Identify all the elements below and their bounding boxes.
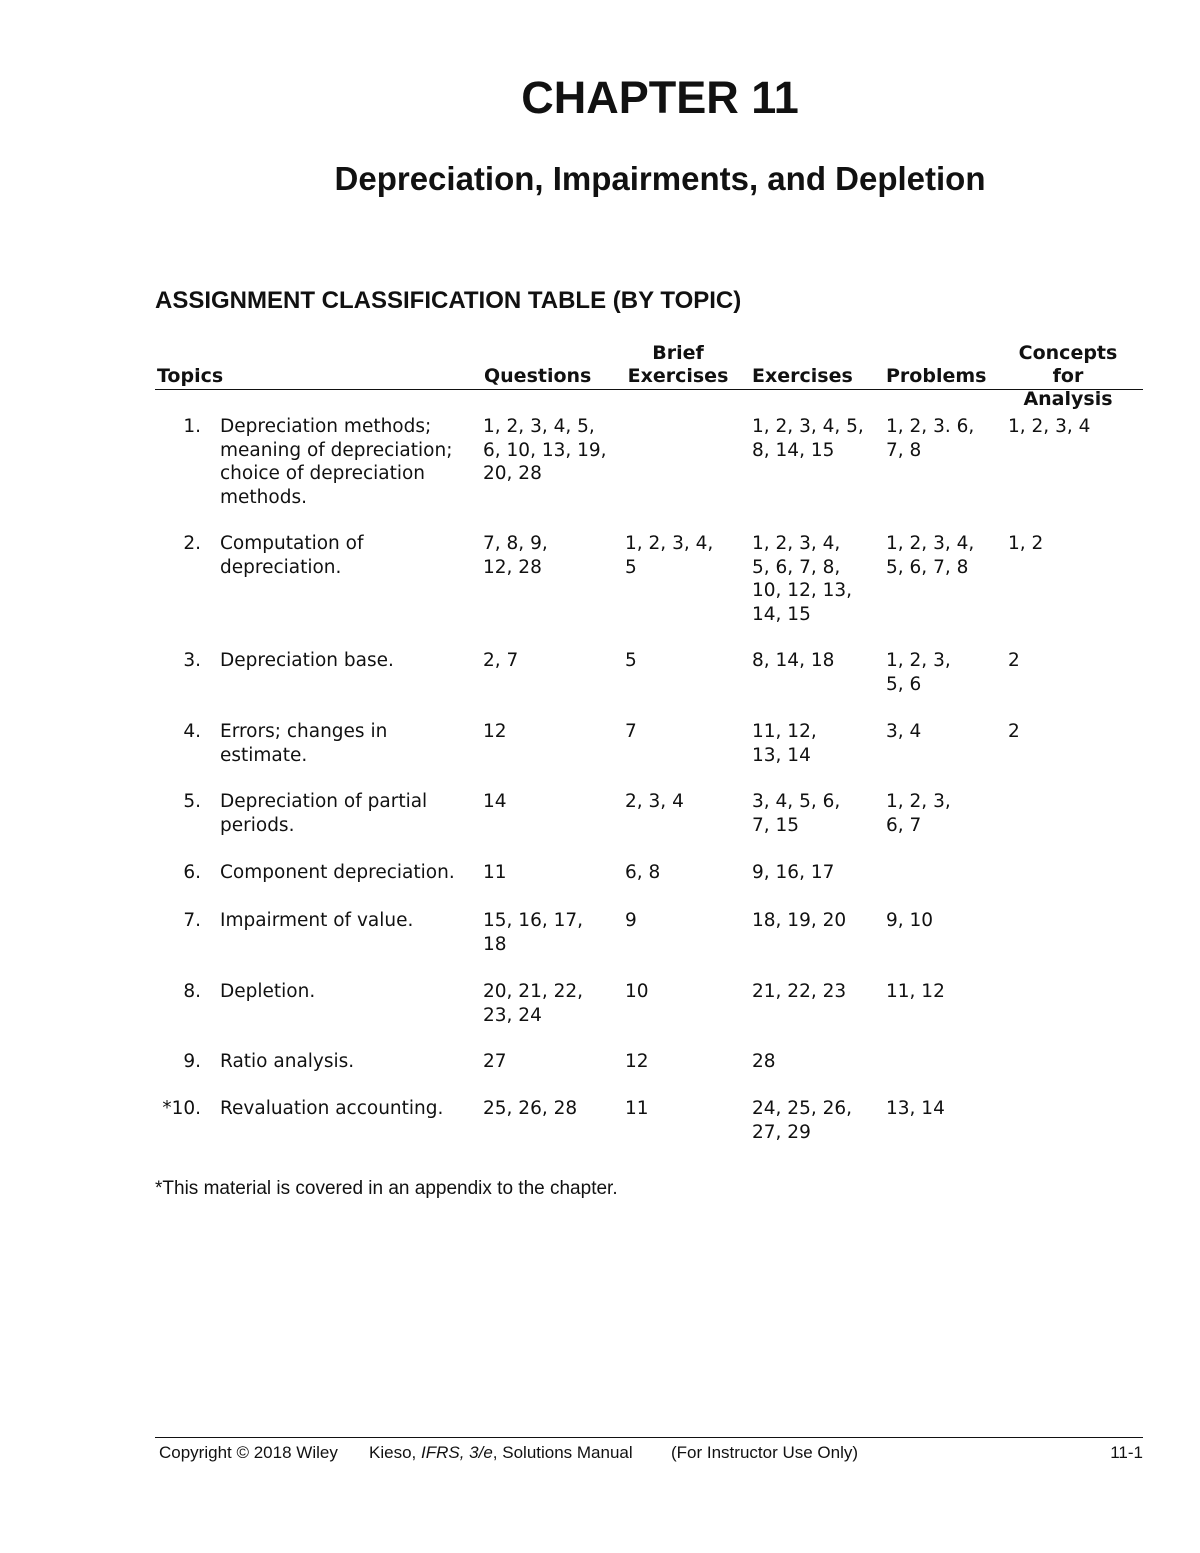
problems-cell: 11, 12 <box>886 981 945 1002</box>
problems-cell: 1, 2, 3, 6, 7 <box>886 791 951 836</box>
problems-cell: 1, 2, 3, 5, 6 <box>886 650 951 695</box>
col-header-questions: Questions <box>484 365 592 387</box>
problems-cell: 13, 14 <box>886 1098 945 1119</box>
footer-copyright: Copyright © 2018 Wiley <box>159 1443 338 1462</box>
topic-cell: Ratio analysis. <box>220 1051 355 1072</box>
col-header-concepts-line2: for Analysis <box>1023 365 1113 410</box>
topic-cell: Depreciation base. <box>220 650 394 671</box>
footer-book-author: Kieso, <box>369 1443 421 1462</box>
topic-cell: Depreciation of partial periods. <box>220 791 428 836</box>
exercises-cell: 8, 14, 18 <box>752 650 835 671</box>
exercises-cell: 18, 19, 20 <box>752 910 847 931</box>
row-number: 2. <box>183 533 201 554</box>
problems-cell: 1, 2, 3. 6, 7, 8 <box>886 416 975 461</box>
col-header-brief-line2: Exercises <box>627 365 729 387</box>
exercises-cell: 3, 4, 5, 6, 7, 15 <box>752 791 841 836</box>
col-header-brief-line1: Brief <box>652 342 704 364</box>
row-number: 1. <box>183 416 201 437</box>
exercises-cell: 28 <box>752 1051 776 1072</box>
col-header-topics: Topics <box>157 365 224 387</box>
questions-cell: 20, 21, 22, 23, 24 <box>483 981 584 1026</box>
row-number: *10. <box>162 1098 201 1119</box>
topic-cell: Revaluation accounting. <box>220 1098 444 1119</box>
concepts-cell: 2 <box>1008 721 1020 742</box>
brief-exercises-cell: 9 <box>625 910 637 931</box>
problems-cell: 9, 10 <box>886 910 934 931</box>
row-number: 6. <box>183 862 201 883</box>
exercises-cell: 24, 25, 26, 27, 29 <box>752 1098 853 1143</box>
brief-exercises-cell: 1, 2, 3, 4, 5 <box>625 533 714 578</box>
row-number: 3. <box>183 650 201 671</box>
brief-exercises-cell: 10 <box>625 981 649 1002</box>
row-number: 8. <box>183 981 201 1002</box>
topic-cell: Errors; changes in estimate. <box>220 721 388 766</box>
brief-exercises-cell: 5 <box>625 650 637 671</box>
exercises-cell: 21, 22, 23 <box>752 981 847 1002</box>
brief-exercises-cell: 11 <box>625 1098 649 1119</box>
exercises-cell: 1, 2, 3, 4, 5, 6, 7, 8, 10, 12, 13, 14, 15 <box>752 533 853 625</box>
row-number: 9. <box>183 1051 201 1072</box>
footer-book-rest: , Solutions Manual <box>492 1443 633 1462</box>
row-number: 5. <box>183 791 201 812</box>
concepts-cell: 1, 2, 3, 4 <box>1008 416 1091 437</box>
page-number: 11-1 <box>1110 1443 1143 1462</box>
questions-cell: 7, 8, 9, 12, 28 <box>483 533 548 578</box>
topic-cell: Depreciation methods; meaning of depreciation; choice of depreciation methods. <box>220 416 453 508</box>
questions-cell: 14 <box>483 791 507 812</box>
footer-divider <box>155 1437 1143 1438</box>
topic-cell: Computation of depreciation. <box>220 533 364 578</box>
brief-exercises-cell: 2, 3, 4 <box>625 791 684 812</box>
concepts-cell: 1, 2 <box>1008 533 1044 554</box>
footer-book-title: IFRS, 3/e <box>420 1443 493 1462</box>
row-number: 7. <box>183 910 201 931</box>
exercises-cell: 1, 2, 3, 4, 5, 8, 14, 15 <box>752 416 864 461</box>
col-header-exercises: Exercises <box>752 365 853 387</box>
exercises-cell: 11, 12, 13, 14 <box>752 721 817 766</box>
header-divider <box>155 389 1143 390</box>
row-number: 4. <box>183 721 201 742</box>
col-header-concepts-line1: Concepts <box>1018 342 1118 364</box>
questions-cell: 27 <box>483 1051 507 1072</box>
brief-exercises-cell: 7 <box>625 721 637 742</box>
topic-cell: Impairment of value. <box>220 910 414 931</box>
concepts-cell: 2 <box>1008 650 1020 671</box>
questions-cell: 2, 7 <box>483 650 519 671</box>
questions-cell: 11 <box>483 862 507 883</box>
col-header-brief-exercises <box>622 342 734 388</box>
questions-cell: 25, 26, 28 <box>483 1098 578 1119</box>
topic-cell: Depletion. <box>220 981 316 1002</box>
brief-exercises-cell: 6, 8 <box>625 862 661 883</box>
section-heading: ASSIGNMENT CLASSIFICATION TABLE (BY TOPIC) <box>155 287 742 314</box>
col-header-problems: Problems <box>886 365 987 387</box>
questions-cell: 15, 16, 17, 18 <box>483 910 584 955</box>
footnote: *This material is covered in an appendix to the chapter. <box>155 1178 618 1199</box>
topic-cell: Component depreciation. <box>220 862 455 883</box>
footer-instructor-note: (For Instructor Use Only) <box>671 1443 859 1462</box>
problems-cell: 1, 2, 3, 4, 5, 6, 7, 8 <box>886 533 975 578</box>
col-header-concepts <box>1006 342 1130 411</box>
chapter-title: CHAPTER 11 <box>521 72 799 123</box>
problems-cell: 3, 4 <box>886 721 922 742</box>
chapter-subtitle: Depreciation, Impairments, and Depletion <box>334 160 986 197</box>
brief-exercises-cell: 12 <box>625 1051 649 1072</box>
exercises-cell: 9, 16, 17 <box>752 862 835 883</box>
questions-cell: 1, 2, 3, 4, 5, 6, 10, 13, 19, 20, 28 <box>483 416 607 484</box>
footer-book <box>369 1443 633 1463</box>
questions-cell: 12 <box>483 721 507 742</box>
